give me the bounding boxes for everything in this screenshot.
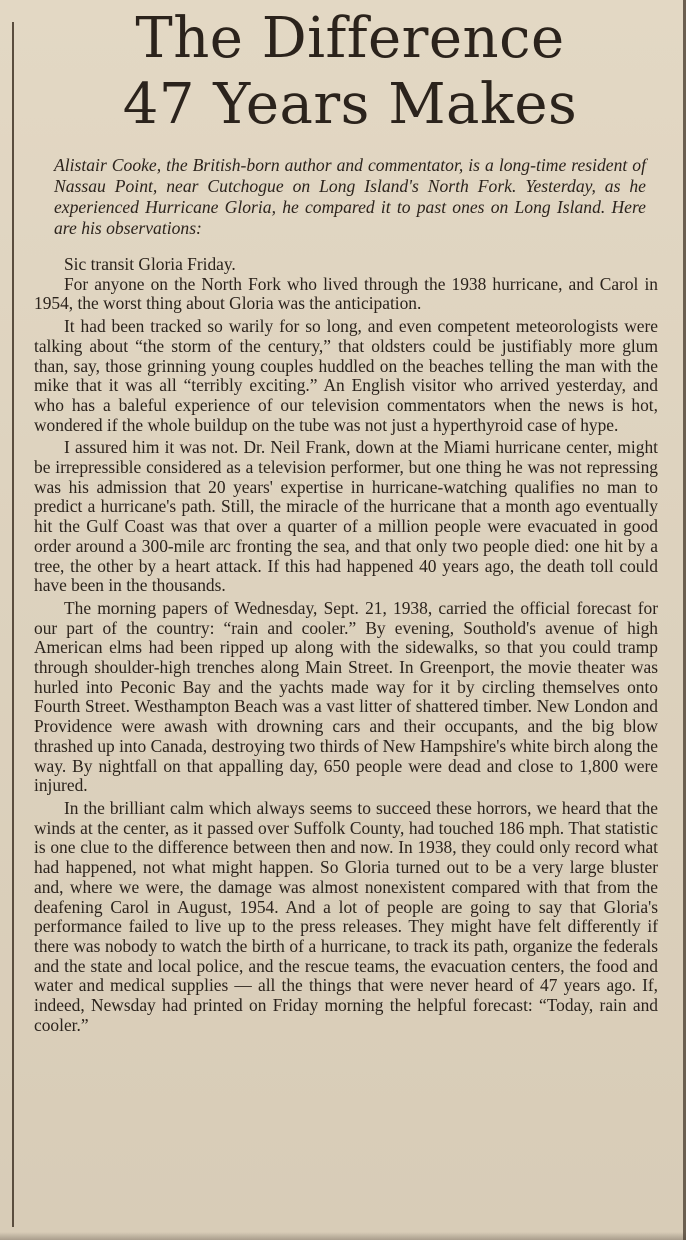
body-paragraph: Sic transit Gloria Friday.: [64, 254, 236, 274]
article-body: [34, 255, 658, 1038]
headline-line-1: The Difference: [135, 6, 565, 71]
body-paragraph: For anyone on the North Fork who lived through the 1938 hurricane, and Carol in 1954, the worst thing about Gloria was the anticipation.: [34, 273, 658, 314]
page-bottom-shadow: [0, 1232, 686, 1240]
headline-line-2: 47 Years Makes: [122, 72, 578, 137]
column-rule: [12, 22, 14, 1227]
body-paragraph: I assured him it was not. Dr. Neil Frank, down at the Miami hurricane center, might be irrepressible considered as a television performer, but one thing he was not repressing was his admission that 20 years' expertise in hurricane-watching qualifies no man to predict a hurricane's path. Still, the miracle of the hurricane that a month ago eventually hit the Gulf Coast was that over a quarter of a million people were evacuated in good order around a 300-mile arc fronting the sea, and that only two people died: one hit by a tree, the other by a heart attack. If this had happened 40 years ago, the death toll could have been in the thousands.: [34, 437, 658, 596]
body-paragraph: The morning papers of Wednesday, Sept. 21, 1938, carried the official forecast for our part of the country: “rain and cooler.” By evening, Southold's avenue of high American elms had been ripped up along with the sidewalks, so that you could tramp through shoulder-high trenches along Main Street. In Greenport, the movie theater was hurled into Peconic Bay and the yachts made way for it by circling themselves onto Fourth Street. Westhampton Beach was a vast litter of shattered timber. New London and Providence were awash with drowning cars and their occupants, and the big blow thrashed up into Canada, destroying two thirds of New Hampshire's white birch along the way. By nightfall on that appalling day, 650 people were dead and close to 1,800 were injured.: [34, 597, 658, 796]
body-paragraph: In the brilliant calm which always seems to succeed these horrors, we heard that the winds at the center, as it passed over Suffolk County, had touched 186 mph. That statistic is one clue to the difference between then and now. In 1938, they could only record what had happened, not what might happen. So Gloria turned out to be a very large bluster and, where we were, the damage was almost nonexistent compared with that from the deafening Carol in August, 1954. And a lot of people are going to say that Gloria's performance failed to live up to the press releases. They might have felt differently if there was nobody to watch the birth of a hurricane, to track its path, organize the federals and the state and local police, and the rescue teams, the evacuation centers, the food and water and medical supplies — all the things that were never heard of 47 years ago. If, indeed, Newsday had printed on Friday morning the helpful forecast: “Today, rain and cooler.”: [34, 797, 658, 1035]
intro-paragraph: Alistair Cooke, the British-born author and commentator, is a long-time resident of Nassau Point, near Cutchogue on Long Island's North Fork. Yesterday, as he experienced Hurricane Gloria, he compared it to past ones on Long Island. Here are his observations:: [54, 155, 646, 238]
body-paragraph: It had been tracked so warily for so long, and even competent meteorologists were talking about “the storm of the century,” that oldsters could be justifiably more glum than, say, those grinning young couples huddled on the beaches telling the man with the mike that it was all “terribly exciting.” An English visitor who arrived yesterday, and who has a baleful experience of our television commentators when the news is hot, wondered if the whole buildup on the tube was not just a hyperthyroid case of hype.: [34, 316, 658, 435]
headline: [40, 6, 660, 138]
